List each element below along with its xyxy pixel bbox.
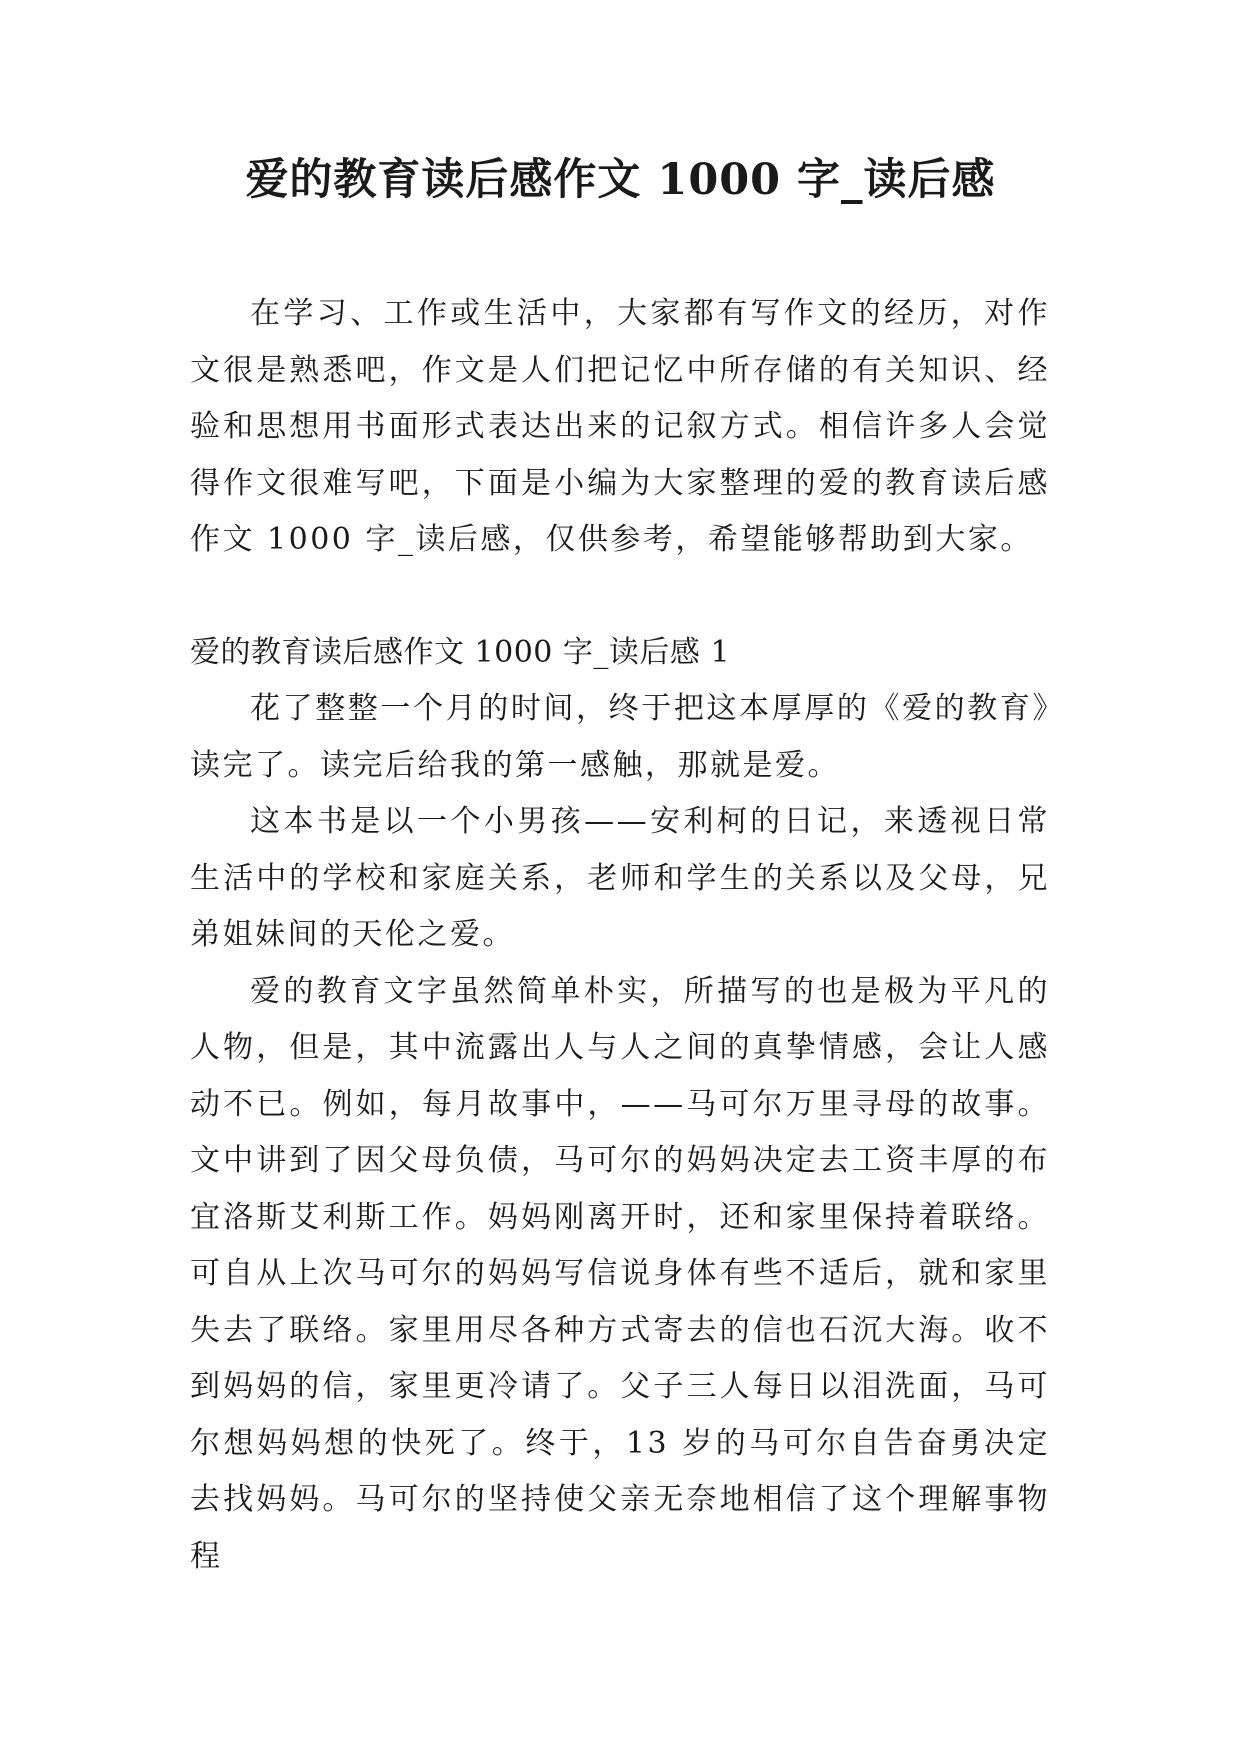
body-paragraph-3: 爱的教育文字虽然简单朴实，所描写的也是极为平凡的人物，但是，其中流露出人与人之间的真挚情感，会让人感动不已。例如，每月故事中，——马可尔万里寻母的故事。文中讲到了因父母负债，马可尔的妈妈决定去工资丰厚的布宜洛斯艾利斯工作。妈妈刚离开时，还和家里保持着联络。可自从上次马可尔的妈妈写信说身体有些不适后，就和家里失去了联络。家里用尽各种方式寄去的信也石沉大海。收不到妈妈的信，家里更冷请了。父子三人每日以泪洗面，马可尔想妈妈想的快死了。终于，13 岁的马可尔自告奋勇决定去找妈妈。马可尔的坚持使父亲无奈地相信了这个理解事物程 — [190, 973, 1050, 1574]
document-title: 爱的教育读后感作文 1000 字_读后感 — [245, 155, 996, 205]
section-heading: 爱的教育读后感作文 1000 字_读后感 1 — [190, 634, 731, 670]
body-paragraph-1: 花了整整一个月的时间，终于把这本厚厚的《爱的教育》读完了。读完后给我的第一感触，那就是爱。 — [190, 691, 1050, 783]
body-paragraph-2: 这本书是以一个小男孩——安利柯的日记，来透视日常生活中的学校和家庭关系，老师和学生的关系以及父母，兄弟姐妹间的天伦之爱。 — [190, 804, 1050, 952]
intro-paragraph: 在学习、工作或生活中，大家都有写作文的经历，对作文很是熟悉吧，作文是人们把记忆中所存储的有关知识、经验和思想用书面形式表达出来的记叙方式。相信许多人会觉得作文很难写吧，下面是小编为大家整理的爱的教育读后感作文 1000 字_读后感，仅供参考，希望能够帮助到大家。 — [190, 296, 1050, 557]
document-body — [190, 286, 1050, 1585]
